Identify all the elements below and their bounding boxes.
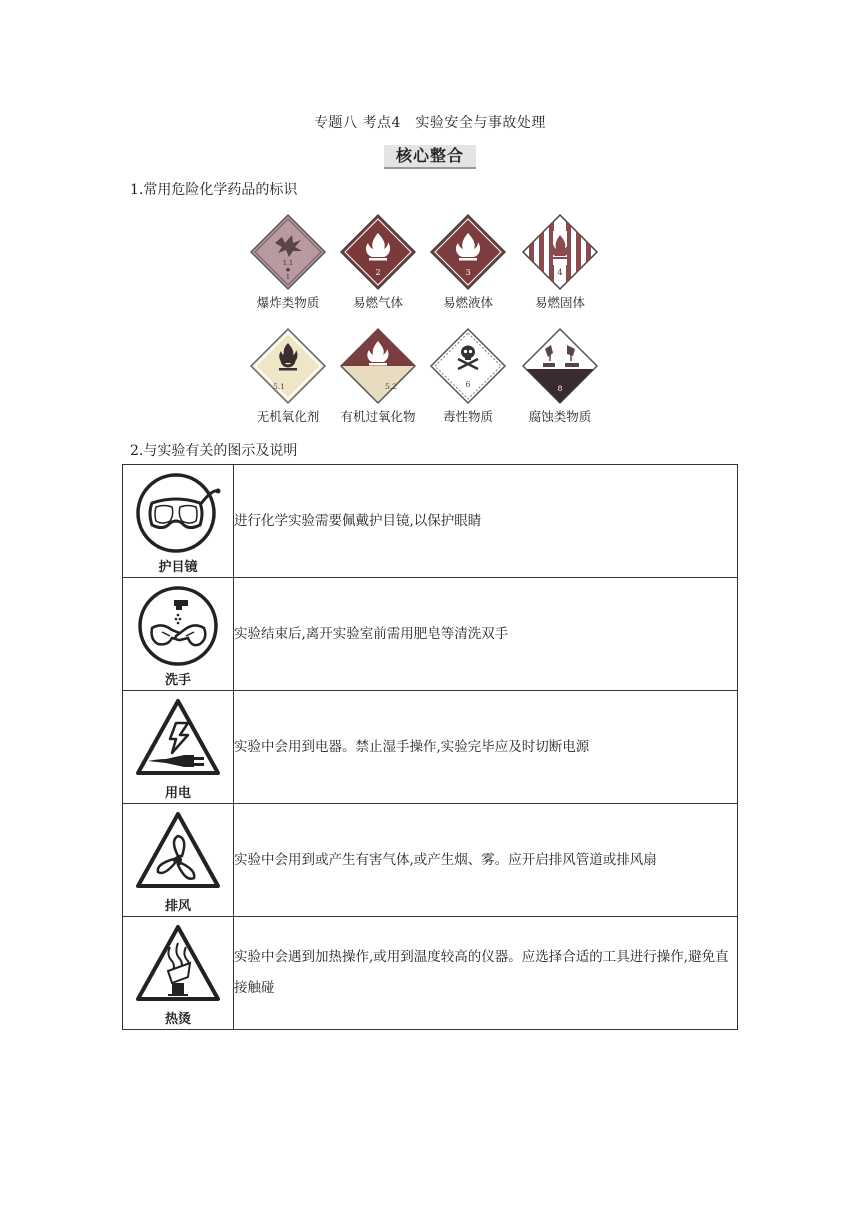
flame-icon <box>339 327 417 405</box>
table-row <box>123 804 738 917</box>
section2-heading: 2.与实验有关的图示及说明 <box>130 443 298 459</box>
hazard-flammable-liquid <box>423 213 513 311</box>
electricity-icon <box>132 695 224 781</box>
flame-icon <box>339 213 417 291</box>
svg-text:★: ★ <box>284 266 292 274</box>
hazard-inorganic-oxidizer <box>243 327 333 425</box>
description-cell: 实验结束后,离开实验室前需用肥皂等清洗双手 <box>234 578 738 691</box>
section-banner: 核心整合 <box>384 145 476 169</box>
hazard-number: 2 <box>375 268 381 277</box>
table-row <box>123 578 738 691</box>
hazard-label: 有机过氧化物 <box>340 409 416 424</box>
icon-label: 护目镜 <box>158 560 198 575</box>
goggles-icon <box>132 469 224 555</box>
hazard-organic-peroxide <box>333 327 423 425</box>
table-row <box>123 691 738 804</box>
description-cell: 实验中会遇到加热操作,或用到温度较高的仪器。应选择合适的工具进行操作,避免直接触碰 <box>234 917 738 1030</box>
flame-icon <box>429 213 507 291</box>
page-title: 专题八 考点4 实验安全与事故处理 <box>314 115 546 131</box>
fan-icon <box>132 808 224 894</box>
hazard-label: 爆炸类物质 <box>256 295 320 310</box>
hazard-label: 无机氧化剂 <box>256 409 320 424</box>
flame-over-circle-icon <box>249 327 327 405</box>
icon-cell <box>123 465 234 578</box>
icon-label: 洗手 <box>164 673 191 688</box>
hand-wash-icon <box>132 582 224 668</box>
icon-label: 排风 <box>164 899 191 914</box>
hazard-label: 腐蚀类物质 <box>528 409 592 424</box>
table-row <box>123 917 738 1030</box>
section1-heading: 1.常用危险化学药品的标识 <box>130 182 298 198</box>
hazard-flammable-solid <box>515 213 605 311</box>
description-cell: 实验中会用到或产生有害气体,或产生烟、雾。应开启排风管道或排风扇 <box>234 804 738 917</box>
hazard-label: 毒性物质 <box>442 409 493 424</box>
icon-cell <box>123 691 234 804</box>
hazard-number: 3 <box>465 268 471 277</box>
corrosion-icon <box>521 327 599 405</box>
hazard-number: 5.2 <box>385 382 397 391</box>
hazard-explosive <box>243 213 333 311</box>
hazard-label: 易燃气体 <box>352 295 403 310</box>
icon-label: 用电 <box>164 786 191 801</box>
hazard-explosive-number: 1.1 <box>282 259 294 267</box>
hot-surface-icon <box>132 921 224 1007</box>
hazard-corrosive <box>515 327 605 425</box>
skull-crossbones-icon <box>429 327 507 405</box>
safety-table <box>122 464 738 1030</box>
svg-text:1: 1 <box>285 273 291 281</box>
hazard-flammable-gas <box>333 213 423 311</box>
flame-icon <box>521 213 599 291</box>
hazard-number: 6 <box>465 380 471 389</box>
icon-cell <box>123 578 234 691</box>
hazard-toxic <box>423 327 513 425</box>
table-row <box>123 465 738 578</box>
icon-cell <box>123 917 234 1030</box>
explosion-icon <box>249 213 327 291</box>
hazard-number: 4 <box>557 268 563 277</box>
hazard-label: 易燃液体 <box>442 295 493 310</box>
description-cell: 实验中会用到电器。禁止湿手操作,实验完毕应及时切断电源 <box>234 691 738 804</box>
icon-label: 热烫 <box>164 1012 191 1027</box>
description-cell: 进行化学实验需要佩戴护目镜,以保护眼睛 <box>234 465 738 578</box>
hazard-number: 8 <box>557 384 563 393</box>
hazard-label: 易燃固体 <box>534 295 585 310</box>
icon-cell <box>123 804 234 917</box>
hazard-number: 5.1 <box>273 382 285 391</box>
